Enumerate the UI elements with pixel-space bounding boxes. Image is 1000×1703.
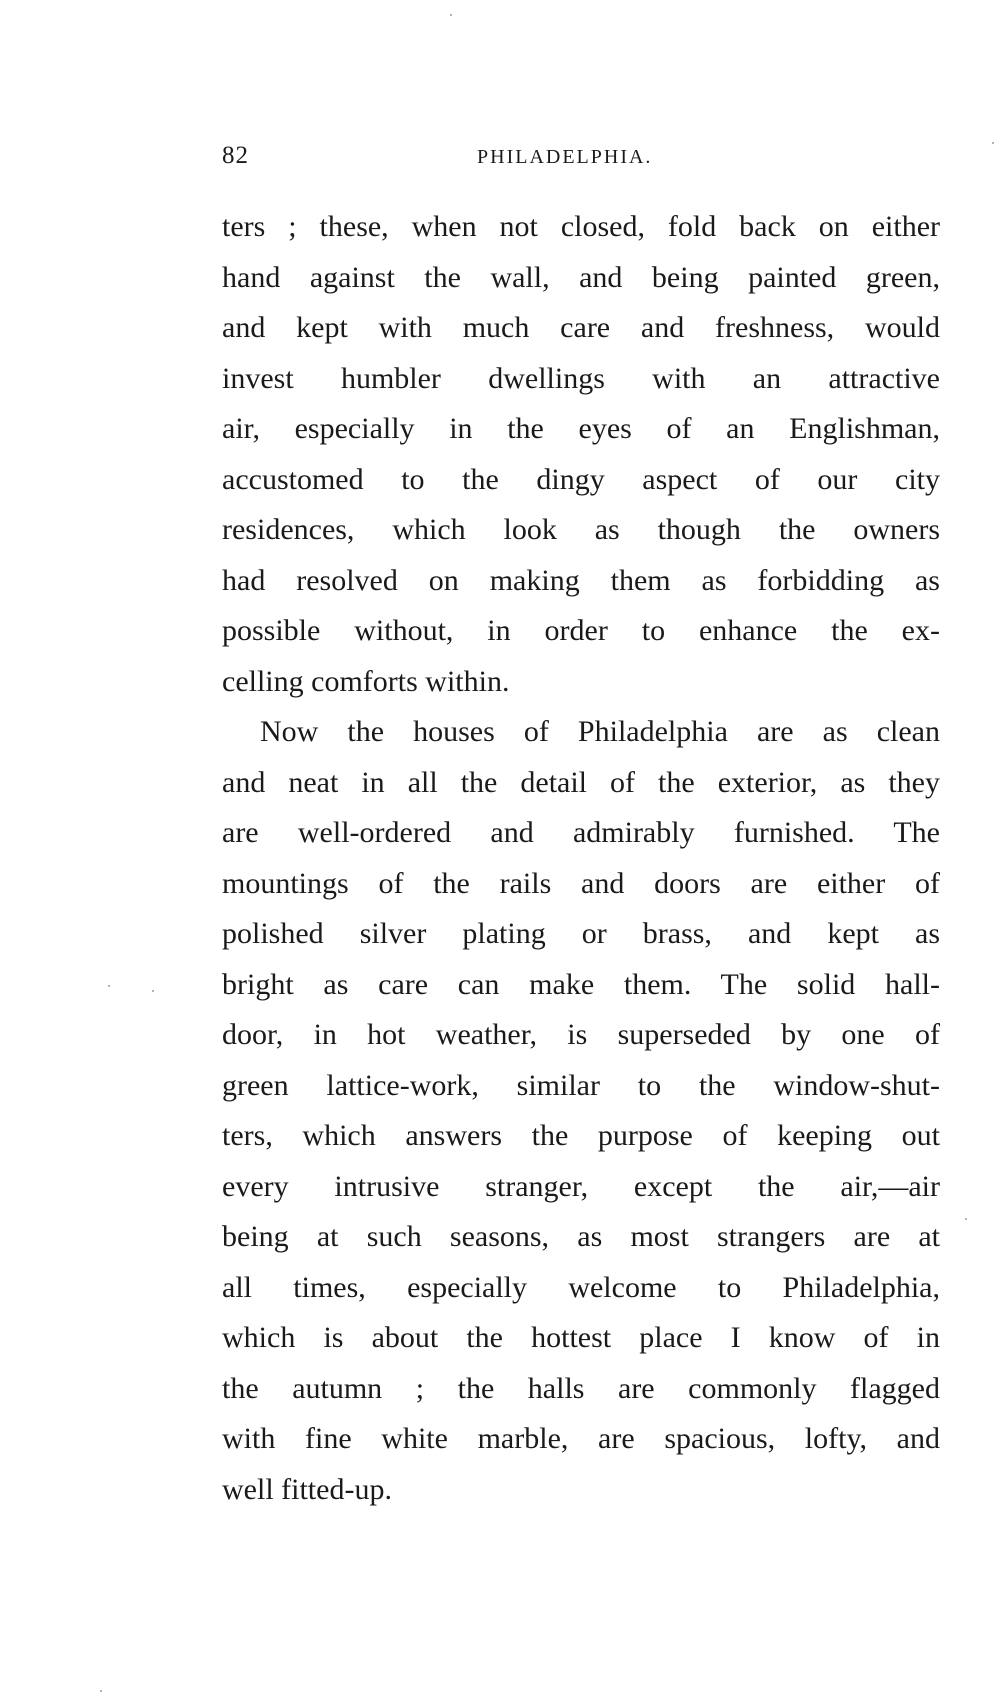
text-line: mountings of the rails and doors are either of	[222, 866, 940, 900]
text-line: which is about the hottest place I know of in	[222, 1321, 940, 1354]
scan-speck	[450, 14, 452, 16]
text-line: possible without, in order to enhance the ex-	[222, 614, 940, 647]
scan-speck	[152, 990, 154, 992]
paragraph-1	[222, 202, 940, 707]
text-line: and kept with much care and freshness, would	[222, 311, 940, 344]
text-line: and neat in all the detail of the exterior, as they	[222, 765, 940, 799]
text-line: well fitted-up.	[222, 1472, 392, 1506]
scan-speck	[965, 1218, 967, 1220]
running-head	[222, 142, 940, 178]
running-title: PHILADELPHIA.	[477, 146, 653, 168]
text-line: bright as care can make them. The solid hall-	[222, 967, 940, 1001]
text-line: polished silver plating or brass, and kept as	[222, 917, 940, 950]
text-line: air, especially in the eyes of an Englishman,	[222, 412, 940, 445]
scan-speck	[100, 1690, 102, 1692]
text-line: residences, which look as though the owners	[222, 513, 940, 546]
text-line: hand against the wall, and being painted green,	[222, 260, 940, 294]
text-line: all times, especially welcome to Philadelphia,	[222, 1270, 940, 1304]
text-line: green lattice-work, similar to the window-shut-	[222, 1068, 940, 1102]
text-line: being at such seasons, as most strangers are at	[222, 1220, 940, 1253]
text-line: Now the houses of Philadelphia are as clean	[260, 715, 940, 748]
text-line: the autumn ; the halls are commonly flagged	[222, 1371, 940, 1405]
text-line: every intrusive stranger, except the air,—air	[222, 1169, 940, 1203]
text-line: are well-ordered and admirably furnished. The	[222, 816, 940, 849]
text-line: door, in hot weather, is superseded by one of	[222, 1018, 940, 1051]
scan-speck	[992, 142, 994, 144]
text-line: had resolved on making them as forbidding as	[222, 563, 940, 597]
text-line: accustomed to the dingy aspect of our city	[222, 462, 940, 496]
text-line: celling comforts within.	[222, 664, 510, 698]
body-text	[222, 202, 940, 1515]
page-number: 82	[222, 142, 249, 169]
scan-speck	[108, 985, 110, 987]
paragraph-2	[222, 707, 940, 1515]
text-line: ters ; these, when not closed, fold back on either	[222, 210, 940, 243]
text-line: with fine white marble, are spacious, lofty, and	[222, 1422, 940, 1455]
text-line: invest humbler dwellings with an attractive	[222, 361, 940, 395]
text-line: ters, which answers the purpose of keeping out	[222, 1119, 940, 1152]
